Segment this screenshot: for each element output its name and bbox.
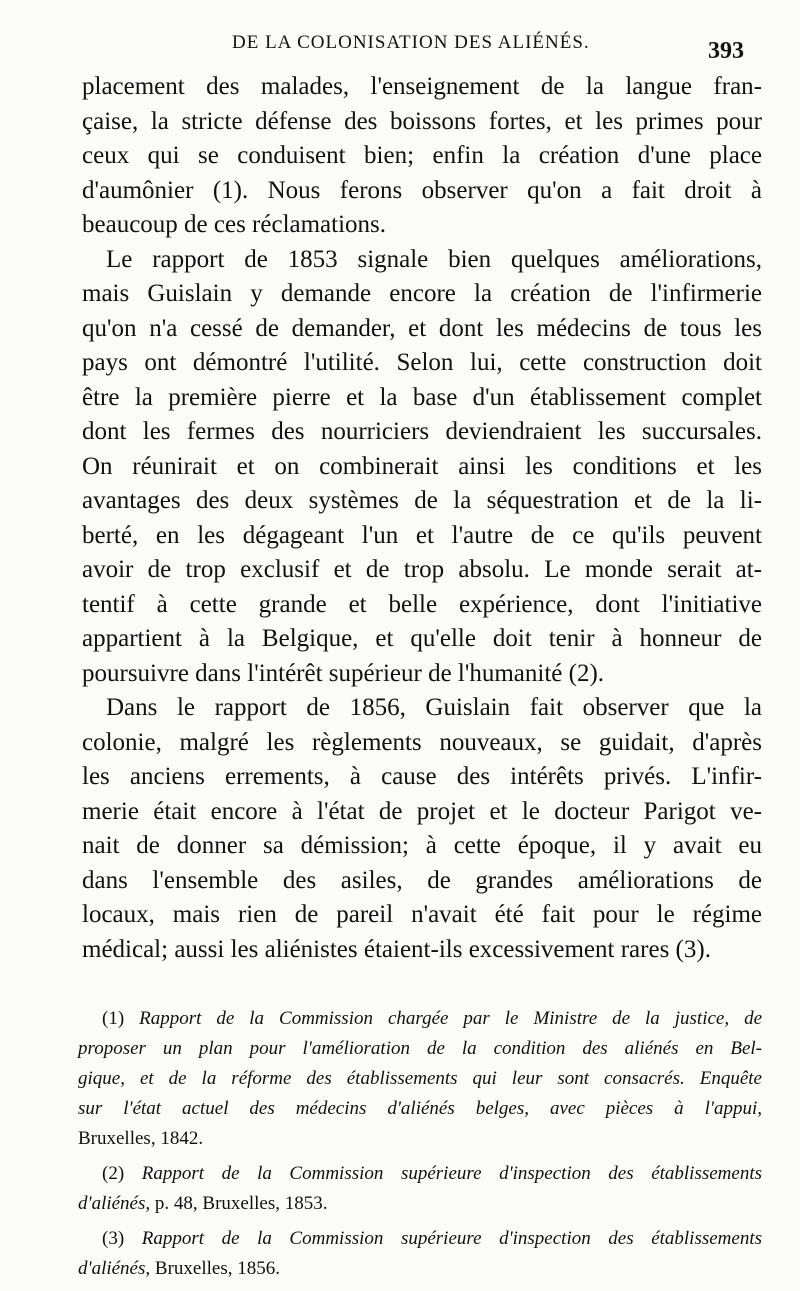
- footnote-text: d'aliénés,: [78, 1258, 151, 1279]
- footnote-marker: (1): [102, 1008, 125, 1029]
- footnote-marker: (3): [102, 1228, 125, 1249]
- text-line: dans l'ensemble des asiles, de grandes améliorations de: [82, 866, 762, 894]
- running-head: DE LA COLONISATION DES ALIÉNÉS.: [232, 32, 590, 53]
- text-line: berté, en les dégageant l'un et l'autre de ce qu'ils peuvent: [82, 521, 762, 549]
- footnote-3: [78, 1224, 762, 1254]
- text-line: être la première pierre et la base d'un établissement complet: [82, 383, 762, 411]
- text-line: Le rapport de 1853 signale bien quelques améliorations,: [106, 245, 762, 273]
- text-line: avantages des deux systèmes de la séquestration et de la li-: [82, 487, 762, 514]
- footnote-line: Bruxelles, 1842.: [78, 1128, 204, 1149]
- footnote-text: p. 48, Bruxelles, 1853.: [150, 1193, 328, 1214]
- footnote-text: Bruxelles, 1856.: [150, 1258, 280, 1279]
- text-line: ceux qui se conduisent bien; enfin la création d'une place: [82, 142, 762, 169]
- text-line: qu'on n'a cessé de demander, et dont les médecins de tous les: [82, 314, 762, 342]
- footnote-line: sur l'état actuel des médecins d'aliénés belges, avec pièces à l'appui,: [78, 1098, 762, 1119]
- body-text: [82, 70, 762, 967]
- footnote-marker: (2): [102, 1163, 125, 1184]
- page-number: 393: [708, 38, 744, 64]
- text-line: merie était encore à l'état de projet et le docteur Parigot ve-: [82, 797, 762, 825]
- text-line: placement des malades, l'enseignement de la langue fran-: [82, 73, 762, 100]
- text-line: dont les fermes des nourriciers deviendraient les succursales.: [82, 418, 762, 445]
- footnote-text: d'aliénés,: [78, 1193, 151, 1214]
- footnote-text: Rapport de la Commission supérieure d'inspection des établissements: [141, 1228, 763, 1249]
- footnote-line: [78, 1254, 762, 1284]
- footnotes: [78, 1004, 762, 1284]
- text-line: Dans le rapport de 1856, Guislain fait observer que la: [106, 694, 762, 721]
- text-line: médical; aussi les aliénistes étaient-ils excessivement rares (3).: [82, 935, 711, 963]
- footnote-line: gique, et de la réforme des établissements qui leur sont consacrés. Enquête: [78, 1068, 762, 1089]
- footnote-text: Rapport de la Commission supérieure d'inspection des établissements: [141, 1163, 763, 1184]
- text-line: d'aumônier (1). Nous ferons observer qu'on a fait droit à: [82, 176, 762, 204]
- text-line: colonie, malgré les règlements nouveaux, se guidait, d'après: [82, 728, 762, 756]
- text-line: çaise, la stricte défense des boissons fortes, et les primes pour: [82, 107, 762, 135]
- text-line: mais Guislain y demande encore la création de l'infirmerie: [82, 280, 762, 307]
- text-line: beaucoup de ces réclamations.: [82, 211, 387, 238]
- text-line: nait de donner sa démission; à cette époque, il y avait eu: [82, 832, 762, 859]
- text-line: locaux, mais rien de pareil n'avait été fait pour le régime: [82, 901, 762, 928]
- text-line: avoir de trop exclusif et de trop absolu. Le monde serait at-: [82, 556, 762, 583]
- text-line: les anciens errements, à cause des intérêts privés. L'infir-: [82, 763, 762, 790]
- footnote-line: [78, 1189, 762, 1219]
- text-line: On réunirait et on combinerait ainsi les conditions et les: [82, 452, 762, 480]
- text-line: tentif à cette grande et belle expérience, dont l'initiative: [82, 590, 762, 618]
- footnote-1: [78, 1004, 762, 1034]
- footnote-text: Rapport de la Commission chargée par le Ministre de la justice, de: [139, 1008, 762, 1029]
- text-line: pays ont démontré l'utilité. Selon lui, cette construction doit: [82, 349, 762, 376]
- footnote-line: proposer un plan pour l'amélioration de la condition des aliénés en Bel-: [78, 1038, 762, 1059]
- text-line: poursuivre dans l'intérêt supérieur de l'humanité (2).: [82, 659, 605, 687]
- text-line: appartient à la Belgique, et qu'elle doit tenir à honneur de: [82, 625, 762, 652]
- footnote-2: [78, 1159, 762, 1189]
